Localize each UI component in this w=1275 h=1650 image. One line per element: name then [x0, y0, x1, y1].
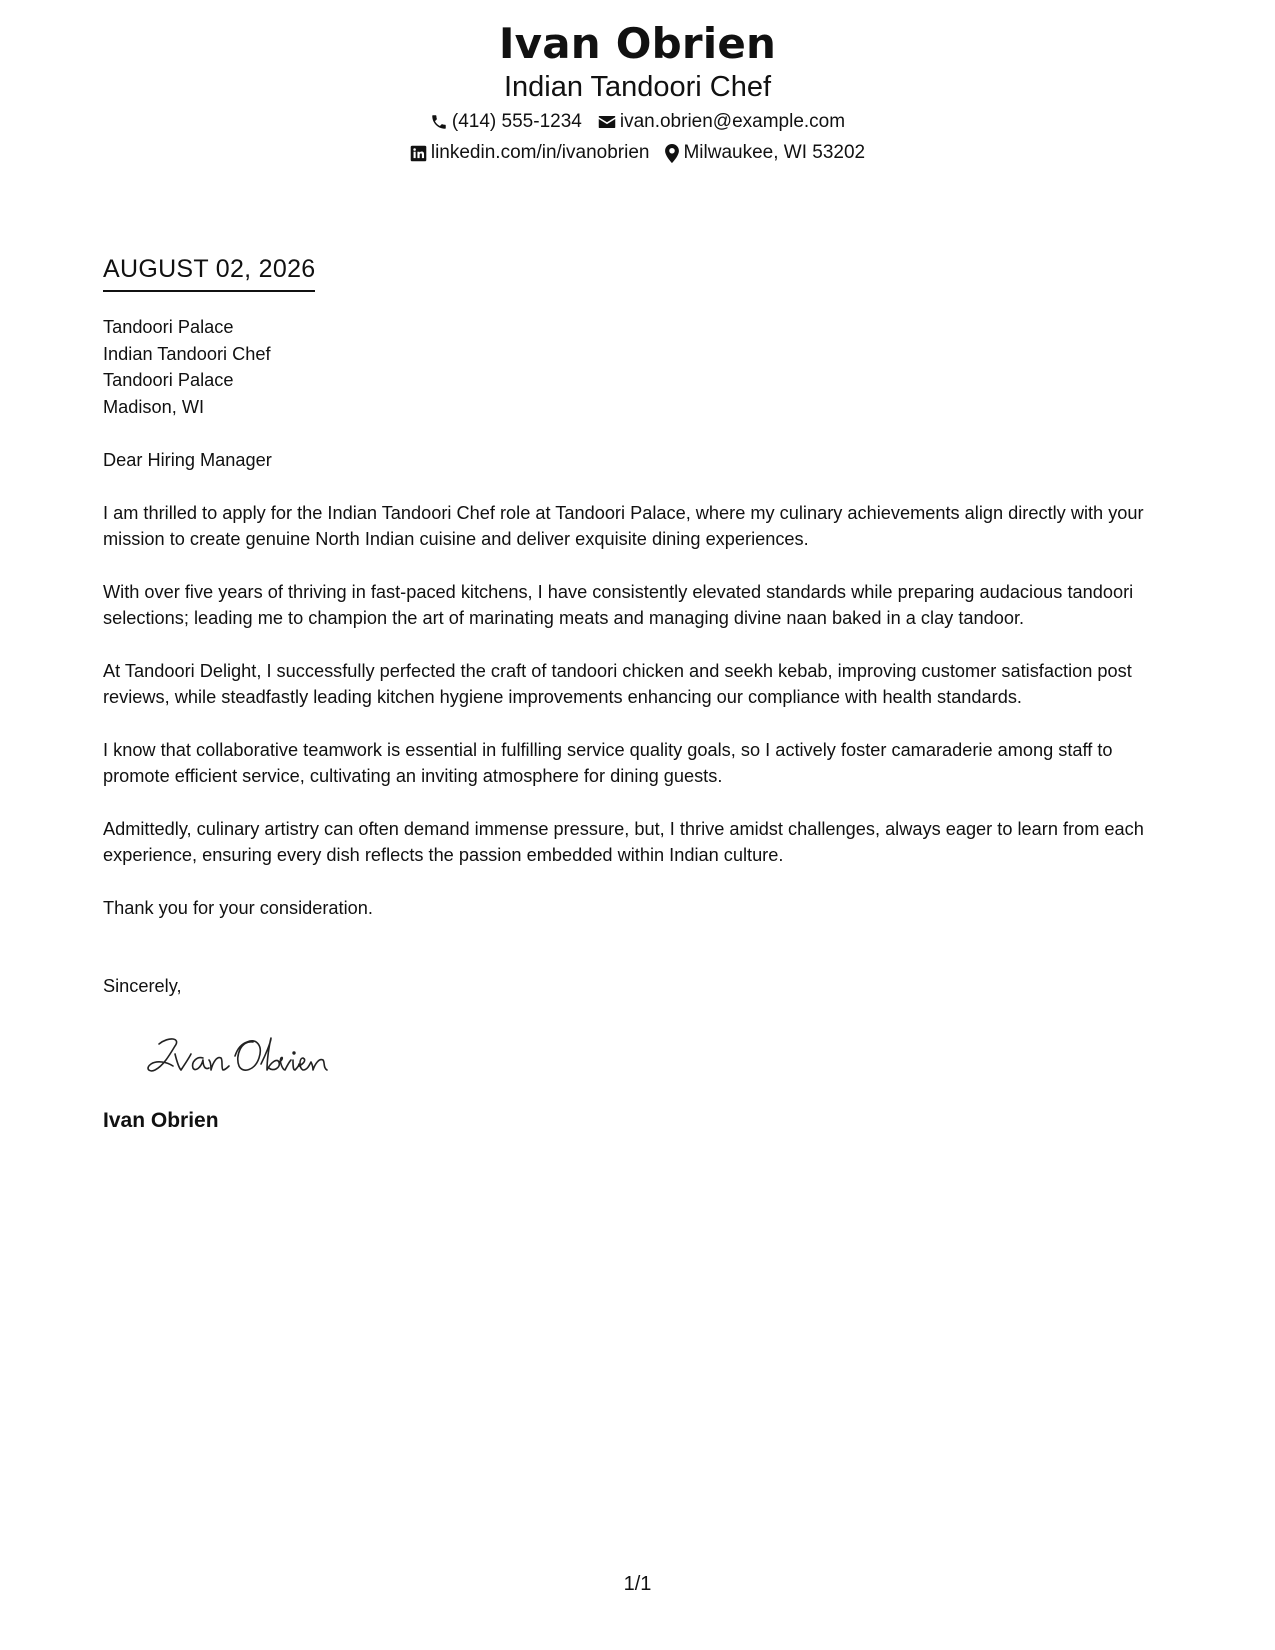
date-block	[103, 254, 315, 292]
map-marker-icon	[665, 144, 679, 163]
contact-line-secondary	[0, 141, 1275, 165]
applicant-name: Ivan Obrien	[498, 19, 777, 68]
linkedin-icon	[410, 145, 427, 162]
signer-name: Ivan Obrien	[103, 1108, 219, 1132]
recipient-line: Madison, WI	[103, 396, 205, 417]
closing: Sincerely,	[103, 976, 182, 996]
thank-you-line: Thank you for your consideration.	[103, 897, 373, 918]
recipient-line: Tandoori Palace	[103, 317, 234, 337]
recipient-line: Tandoori Palace	[103, 370, 234, 390]
salutation: Dear Hiring Manager	[103, 450, 272, 470]
body-paragraph: I am thrilled to apply for the Indian Tandoori Chef role at Tandoori Palace, where my culinary achievements align directly with your mission to create genuine North Indian cuisine and deliver exquisite dining experiences.	[103, 502, 1144, 549]
handwritten-signature	[141, 1026, 1178, 1086]
body-paragraph: I know that collaborative teamwork is essential in fulfilling service quality goals, so I actively foster camaraderie among staff to promote efficient service, cultivating an inviting atmosphere for dining guests.	[103, 739, 1113, 786]
letter-date: AUGUST 02, 2026	[103, 254, 315, 292]
phone-icon	[430, 113, 448, 131]
linkedin-url: linkedin.com/in/ivanobrien	[430, 142, 650, 163]
recipient-address	[103, 314, 1178, 420]
location-text: Milwaukee, WI 53202	[683, 142, 866, 163]
body-paragraph: Admittedly, culinary artistry can often demand immense pressure, but, I thrive amidst challenges, always eager to learn from each experience, ensuring every dish reflects the passion embedded within Indian culture.	[103, 818, 1144, 865]
applicant-title: Indian Tandoori Chef	[503, 71, 772, 103]
phone-number: (414) 555-1234	[451, 111, 582, 132]
body-paragraph: With over five years of thriving in fast-paced kitchens, I have consistently elevated standards while preparing audacious tandoori selections; leading me to champion the art of marinating meats and managing divine naan baked in a clay tandoor.	[103, 581, 1134, 628]
envelope-icon	[598, 114, 616, 130]
contact-phone[interactable]	[430, 110, 582, 134]
recipient-line: Indian Tandoori Chef	[103, 343, 271, 364]
contact-email[interactable]	[598, 110, 845, 134]
contact-location	[665, 141, 865, 165]
letter-header	[0, 18, 1275, 165]
body-paragraph: At Tandoori Delight, I successfully perfected the craft of tandoori chicken and seekh kebab, improving customer satisfaction post reviews, while steadfastly leading kitchen hygiene improvements enhancing our compliance with health standards.	[103, 660, 1132, 707]
letter-body	[103, 314, 1178, 1134]
page-number: 1/1	[623, 1573, 652, 1595]
contact-linkedin[interactable]	[410, 141, 650, 165]
contact-line-primary	[0, 110, 1275, 134]
signature-drawing	[141, 1026, 331, 1086]
email-address: ivan.obrien@example.com	[619, 111, 846, 132]
